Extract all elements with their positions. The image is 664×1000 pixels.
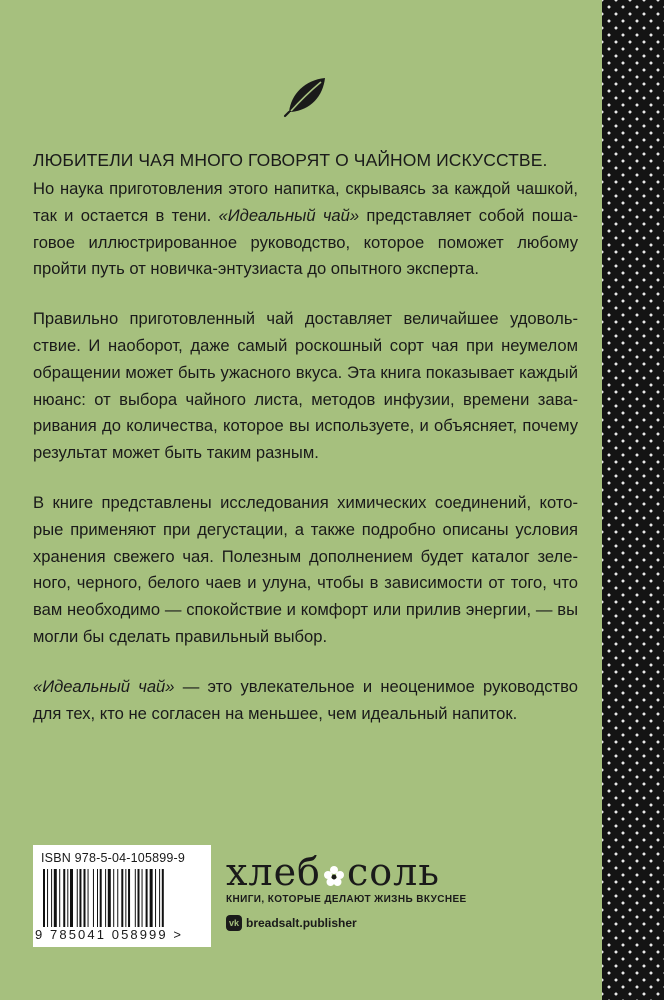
logo-left: хлеб [226, 850, 321, 894]
blurb-paragraph-3: В книге представлены исследования химических соединений, которые применяют при дегустации, а также подробно описаны условия хранения свежего чая. Полезным дополнением будет каталог зеленого, черного, белого чаев и улуна, чтобы в зависимости от того, что вам необходимо — спокойствие и комфорт или прилив энергии, — вы могли бы сделать правильный выбор. [33, 492, 578, 646]
isbn-label: ISBN 978-5-04-105899-9 [41, 851, 186, 865]
social-handle [226, 915, 488, 931]
flower-icon [323, 865, 345, 887]
publisher-tagline: КНИГИ, КОТОРЫЕ ДЕЛАЮТ ЖИЗНЬ ВКУСНЕЕ [226, 894, 467, 905]
book-title-italic: «Идеальный чай» [218, 205, 360, 225]
blurb-paragraph-4: «Идеальный чай» — это увлекательное и неоценимое руководство для тех, кто не согласен на меньшее, чем идеальный напиток. [33, 676, 578, 723]
blurb [33, 176, 578, 750]
tea-leaf-icon [283, 72, 329, 118]
barcode-box [33, 845, 211, 947]
dotted-spine [602, 0, 664, 1000]
barcode-icon [41, 869, 203, 927]
cover-heading: ЛЮБИТЕЛИ ЧАЯ МНОГО ГОВОРЯТ О ЧАЙНОМ ИСКУССТВЕ. [33, 150, 548, 170]
vk-icon: vk [226, 915, 242, 931]
logo-wordmark [226, 850, 488, 894]
book-title-italic: «Идеальный чай» [33, 676, 175, 696]
publisher-logo [226, 850, 488, 931]
blurb-paragraph-1: Но наука приготовления этого напитка, скрываясь за каждой чашкой, так и остается в тени. «Идеальный чай» представляет собой пошаговое иллюстрированное руководство, которое поможет любому пройти путь от новичка-энтузиаста до опытного эксперта. [33, 179, 578, 279]
logo-right: соль [346, 850, 440, 894]
blurb-paragraph-2: Правильно приготовленный чай доставляет величайшее удовольствие. И наоборот, даже самый роскошный сорт чая при неумелом обращении может быть ужасного вкуса. Эта книга показывает каждый нюанс: от выбора чайного листа, методов инфузии, времени заваривания до количества, которое вы используете, и объясняет, почему результат может быть таким разным. [33, 309, 578, 463]
ean-digits: 9 785041 058999 > [35, 927, 184, 942]
social-handle-text: breadsalt.publisher [246, 916, 357, 930]
